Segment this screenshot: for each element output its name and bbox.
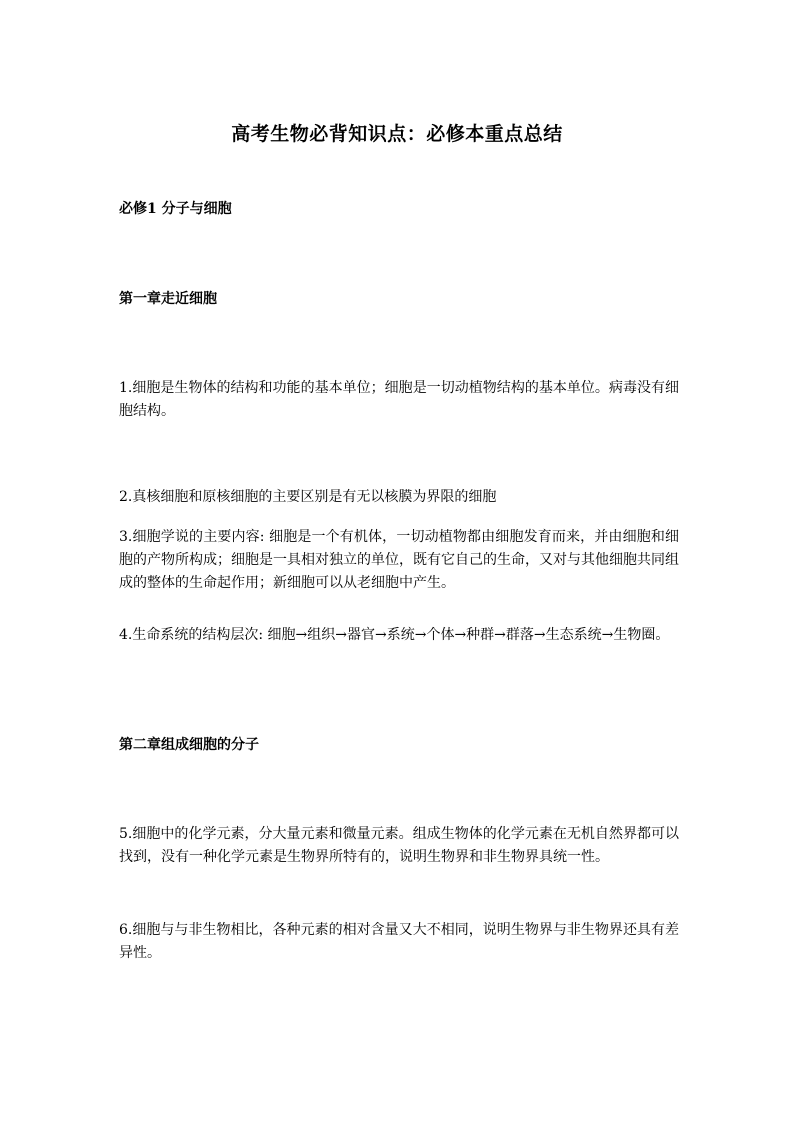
paragraph-5: 5.细胞中的化学元素，分大量元素和微量元素。组成生物体的化学元素在无机自然界都可以找到，没有一种化学元素是生物界所特有的，说明生物界和非生物界具统一性。 (119, 826, 679, 865)
document-title: 高考生物必背知识点：必修本重点总结 (231, 123, 563, 145)
module-heading: 必修1 分子与细胞 (119, 201, 232, 217)
paragraph-4: 4.生命系统的结构层次: 细胞→组织→器官→系统→个体→种群→群落→生态系统→生物圈。 (119, 627, 670, 643)
paragraph-6: 6.细胞与与非生物相比，各种元素的相对含量又大不相同，说明生物界与非生物界还具有差异性。 (119, 922, 679, 961)
paragraph-1: 1.细胞是生物体的结构和功能的基本单位；细胞是一切动植物结构的基本单位。病毒没有细胞结构。 (119, 380, 679, 419)
paragraph-3: 3.细胞学说的主要内容: 细胞是一个有机体，一切动植物都由细胞发育而来，并由细胞和细胞的产物所构成；细胞是一具相对独立的单位，既有它自己的生命，又对与其他细胞共同组成的整体的生命起作用；新细胞可以从老细胞中产生。 (119, 529, 679, 591)
chapter-heading-1: 第一章走近细胞 (119, 291, 217, 307)
chapter-heading-2: 第二章组成细胞的分子 (119, 737, 259, 753)
paragraph-2: 2.真核细胞和原核细胞的主要区别是有无以核膜为界限的细胞 (119, 489, 497, 505)
